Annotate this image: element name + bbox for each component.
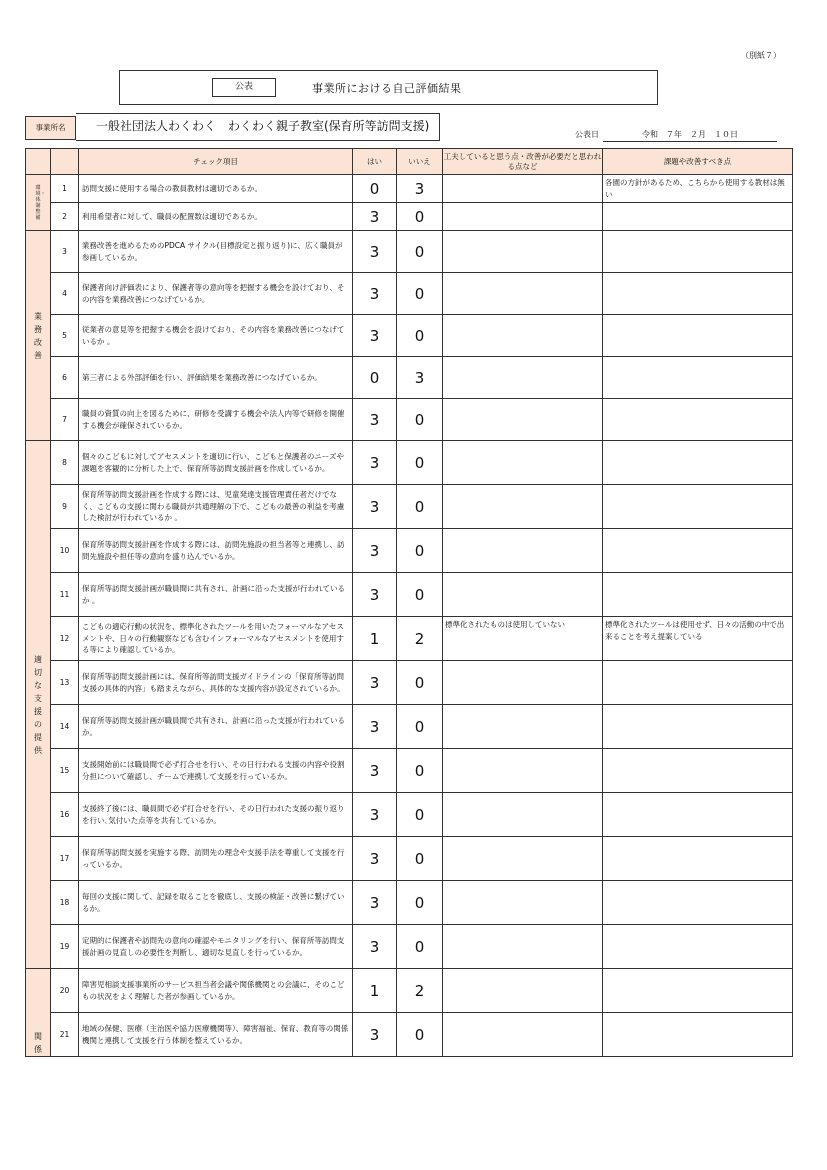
no-count: 3 [397,357,443,399]
issue-text [603,705,793,749]
no-count: 0 [397,273,443,315]
good-points-text [443,441,603,485]
issue-text [603,203,793,231]
row-number: 17 [51,837,79,881]
check-item-text: 地域の保健、医療（主治医や協力医療機関等）、障害福祉、保育、教育等の関係機関と連携して支援を行う体制を整えているか。 [79,1013,353,1057]
good-points-text [443,357,603,399]
row-number: 1 [51,175,79,203]
check-item-text: 保護者向け評価表により、保護者等の意向等を把握する機会を設けており、その内容を業務改善につなげているか。 [79,273,353,315]
yes-count: 3 [353,231,397,273]
check-item-text: 支援終了後には、職員間で必ず打合せを行い、その日行われた支援の振り返りを行い､気付いた点等を共有しているか。 [79,793,353,837]
table-row [26,793,793,837]
table-row [26,573,793,617]
check-item-text: 第三者による外部評価を行い、評価結果を業務改善につなげているか。 [79,357,353,399]
row-number: 12 [51,617,79,661]
issue-text [603,273,793,315]
publication-date: 令和 ７年 ２月 １０日 [603,129,777,142]
publication-date-label: 公表日 [575,130,599,139]
good-points-text [443,837,603,881]
no-count: 0 [397,1013,443,1057]
good-points-text [443,969,603,1013]
table-row [26,617,793,661]
yes-count: 0 [353,175,397,203]
table-row [26,837,793,881]
table-row [26,273,793,315]
row-number: 4 [51,273,79,315]
table-row [26,357,793,399]
row-number: 10 [51,529,79,573]
no-count: 0 [397,881,443,925]
row-number: 3 [51,231,79,273]
no-count: 0 [397,231,443,273]
row-number: 6 [51,357,79,399]
table-row [26,203,793,231]
page-title: 事業所における自己評価結果 [312,82,462,95]
header-check-item: チェック項目 [79,149,353,175]
row-number: 15 [51,749,79,793]
check-item-text: 保育所等訪問支援計画には、保育所等訪問支援ガイドラインの「保育所等訪問支援の具体的内容」も踏まえながら、具体的な支援内容が設定されているか。 [79,661,353,705]
no-count: 0 [397,315,443,357]
office-label: 事業所名 [25,116,76,140]
office-name: 一般社団法人わくわく わくわく親子教室(保育所等訪問支援) [76,113,440,141]
good-points-text [443,273,603,315]
row-number: 8 [51,441,79,485]
check-item-text: 保育所等訪問支援計画を作成する際には、児童発達支援管理責任者だけでなく、こどもの支援に関わる職員が共通理解の下で、こどもの最善の利益を考慮した検討が行われているか 。 [79,485,353,529]
no-count: 0 [397,573,443,617]
no-count: 0 [397,529,443,573]
check-item-text: 定期的に保護者や訪問先の意向の確認やモニタリングを行い、保育所等訪問支援計画の見直しの必要性を判断し、適切な見直しを行っているか。 [79,925,353,969]
check-item-text: 保育所等訪問支援を実施する際、訪問先の理念や支援手法を尊重して支援を行っているか。 [79,837,353,881]
check-item-text: 保育所等訪問支援計画を作成する際には、訪問先施設の担当者等と連携し、訪問先施設や担任等の意向を盛り込んでいるか。 [79,529,353,573]
check-item-text: 従業者の意見等を把握する機会を設けており、その内容を業務改善につなげているか 。 [79,315,353,357]
yes-count: 3 [353,273,397,315]
issue-text [603,837,793,881]
row-number: 16 [51,793,79,837]
table-row [26,925,793,969]
no-count: 0 [397,399,443,441]
good-points-text [443,705,603,749]
header-issues: 課題や改善すべき点 [603,149,793,175]
good-points-text [443,749,603,793]
no-count: 0 [397,749,443,793]
yes-count: 3 [353,661,397,705]
yes-count: 3 [353,315,397,357]
table-row [26,315,793,357]
yes-count: 3 [353,881,397,925]
issue-text [603,315,793,357]
no-count: 0 [397,485,443,529]
good-points-text [443,203,603,231]
good-points-text [443,315,603,357]
check-item-text: 利用希望者に対して、職員の配置数は適切であるか。 [79,203,353,231]
check-item-text: 障害児相談支援事業所のサービス担当者会議や関係機関との会議に、そのこどもの状況をよく理解した者が参画しているか。 [79,969,353,1013]
issue-text [603,529,793,573]
yes-count: 3 [353,485,397,529]
title-box [119,70,658,105]
no-count: 0 [397,705,443,749]
yes-count: 3 [353,837,397,881]
check-item-text: 訪問支援に使用する場合の教員教材は適切であるか。 [79,175,353,203]
good-points-text [443,399,603,441]
issue-text [603,485,793,529]
good-points-text [443,175,603,203]
table-row [26,705,793,749]
table-row [26,1013,793,1057]
check-item-text: 個々のこどもに対してアセスメントを適切に行い、こどもと保護者のニーズや課題を客観的に分析した上で、保育所等訪問支援計画を作成しているか。 [79,441,353,485]
category-label: 業務改善 [34,311,42,360]
table-row [26,969,793,1013]
row-number: 18 [51,881,79,925]
issue-text: 各園の方針があるため、こちらから使用する教材は無い [603,175,793,203]
issue-text [603,749,793,793]
no-count: 2 [397,617,443,661]
yes-count: 3 [353,1013,397,1057]
issue-text [603,1013,793,1057]
no-count: 0 [397,441,443,485]
yes-count: 3 [353,203,397,231]
no-count: 0 [397,925,443,969]
issue-text [603,399,793,441]
yes-count: 3 [353,793,397,837]
header-no: いいえ [397,149,443,175]
evaluation-table [25,148,793,1057]
table-row [26,749,793,793]
issue-text [603,357,793,399]
row-number: 2 [51,203,79,231]
yes-count: 0 [353,357,397,399]
category-support [26,441,51,969]
public-label: 公表 [212,78,276,97]
check-item-text: 毎回の支援に関して、記録を取ることを徹底し、支援の検証・改善に繋げているか。 [79,881,353,925]
row-number: 19 [51,925,79,969]
header-blank-category [26,149,51,175]
issue-text: 標準化されたツールは使用せず、日々の活動の中で出来ることを考え提案している [603,617,793,661]
no-count: 0 [397,661,443,705]
yes-count: 1 [353,617,397,661]
table-row [26,441,793,485]
yes-count: 3 [353,399,397,441]
good-points-text [443,793,603,837]
category-label: 適切な支援の提供 [34,654,42,755]
table-row [26,399,793,441]
row-number: 11 [51,573,79,617]
header-blank-number [51,149,79,175]
check-item-text: 支援開始前には職員間で必ず打合せを行い、その日行われる支援の内容や役割分担について確認し、チームで連携して支援を行っているか。 [79,749,353,793]
header-yes: はい [353,149,397,175]
yes-count: 3 [353,529,397,573]
good-points-text [443,661,603,705]
table-row [26,881,793,925]
row-number: 21 [51,1013,79,1057]
good-points-text [443,1013,603,1057]
issue-text [603,925,793,969]
no-count: 3 [397,175,443,203]
yes-count: 1 [353,969,397,1013]
row-number: 9 [51,485,79,529]
issue-text [603,231,793,273]
category-business [26,231,51,441]
row-number: 20 [51,969,79,1013]
issue-text [603,573,793,617]
category-label: 関係 [34,1032,42,1054]
no-count: 0 [397,837,443,881]
table-row [26,485,793,529]
check-item-text: 保育所等訪問支援計画が職員間で共有され、計画に沿った支援が行われているか。 [79,705,353,749]
yes-count: 3 [353,705,397,749]
issue-text [603,881,793,925]
no-count: 0 [397,203,443,231]
good-points-text [443,925,603,969]
category-label: 環境・体制整備 [35,184,46,221]
table-row [26,661,793,705]
yes-count: 3 [353,925,397,969]
row-number: 7 [51,399,79,441]
no-count: 0 [397,793,443,837]
table-row [26,231,793,273]
issue-text [603,661,793,705]
issue-text [603,793,793,837]
good-points-text [443,573,603,617]
table-header-row [26,149,793,175]
yes-count: 3 [353,573,397,617]
table-row [26,529,793,573]
row-number: 5 [51,315,79,357]
row-number: 14 [51,705,79,749]
no-count: 2 [397,969,443,1013]
good-points-text [443,231,603,273]
check-item-text: 業務改善を進めるためのPDCA サイクル(目標設定と振り返り)に、広く職員が参画しているか。 [79,231,353,273]
annex-label: （別紙７） [741,51,781,60]
issue-text [603,441,793,485]
check-item-text: 職員の資質の向上を図るために、研修を受講する機会や法人内等で研修を開催する機会が確保されているか。 [79,399,353,441]
table-row [26,175,793,203]
category-relations [26,969,51,1057]
check-item-text: こどもの適応行動の状況を、標準化されたツールを用いたフォーマルなアセスメントや、日々の行動観察なども含むインフォーマルなアセスメントを使用する等により確認しているか。 [79,617,353,661]
check-item-text: 保育所等訪問支援計画が職員間に共有され、計画に沿った支援が行われているか 。 [79,573,353,617]
good-points-text [443,529,603,573]
good-points-text [443,485,603,529]
category-env [26,175,51,231]
row-number: 13 [51,661,79,705]
yes-count: 3 [353,441,397,485]
good-points-text [443,881,603,925]
header-good-points: 工夫していると思う点・改善が必要だと思われる点など [443,149,603,175]
issue-text [603,969,793,1013]
good-points-text: 標準化されたものは使用していない [443,617,603,661]
yes-count: 3 [353,749,397,793]
